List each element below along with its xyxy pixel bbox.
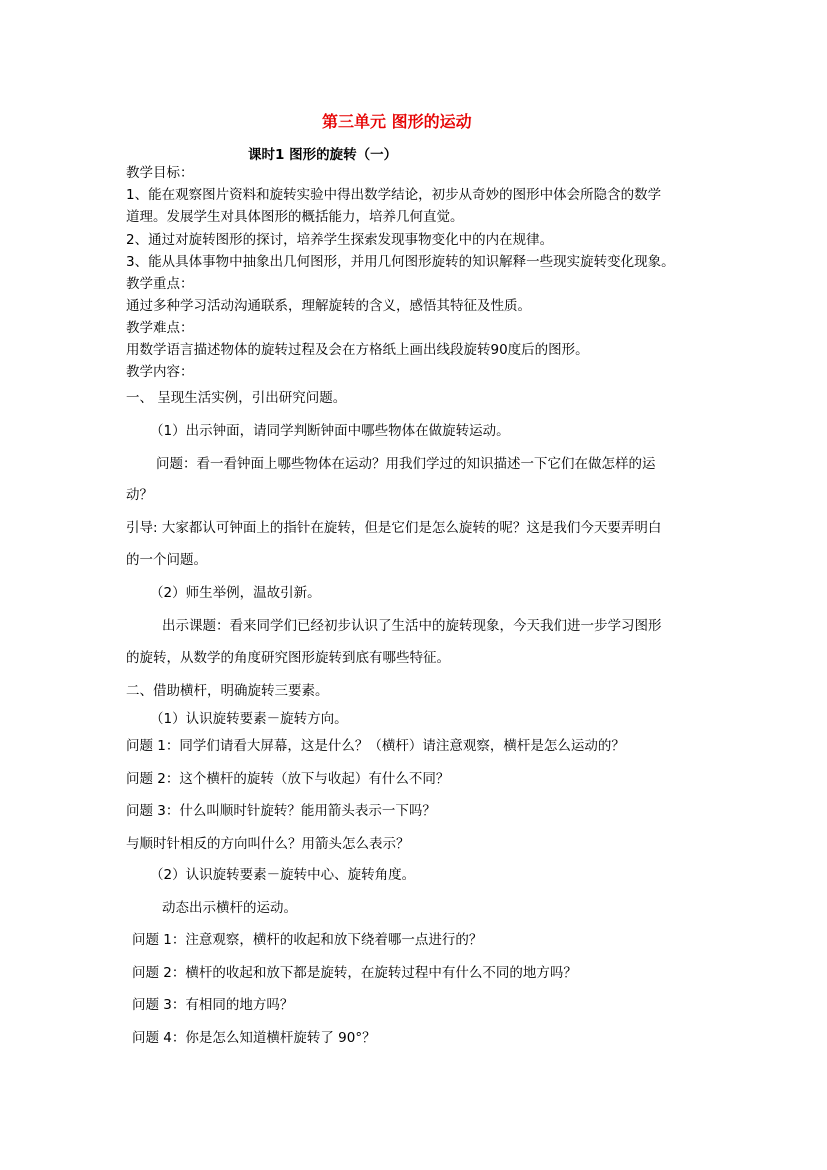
paragraph-line: 动？ — [126, 487, 153, 503]
paragraph-line: （2）师生举例，温故引新。 — [150, 585, 321, 601]
section-two-heading: 二、借助横杆，明确旋转三要素。 — [126, 683, 329, 699]
paragraph-line: （1）认识旋转要素－旋转方向。 — [150, 711, 348, 727]
section-heading-key-points: 教学重点： — [126, 276, 194, 292]
paragraph-line: 的旋转，从数学的角度研究图形旋转到底有哪些特征。 — [126, 650, 450, 666]
paragraph-line: 问题 1：注意观察，横杆的收起和放下绕着哪一点进行的？ — [132, 932, 483, 948]
paragraph-line: 问题 3：有相同的地方吗？ — [132, 997, 294, 1013]
paragraph-line: 用数学语言描述物体的旋转过程及会在方格纸上画出线段旋转90度后的图形。 — [126, 342, 589, 358]
paragraph-line: 1、能在观察图片资料和旋转实验中得出数学结论，初步从奇妙的图形中体会所隐含的数学 — [126, 187, 662, 203]
paragraph-line: 问题 1：同学们请看大屏幕，这是什么？（横杆）请注意观察，横杆是怎么运动的？ — [126, 738, 625, 754]
paragraph-line: 2、通过对旋转图形的探讨，培养学生探索发现事物变化中的内在规律。 — [126, 232, 554, 248]
paragraph-line: （2）认识旋转要素－旋转中心、旋转角度。 — [150, 867, 416, 883]
paragraph-line: 道理。发展学生对具体图形的概括能力，培养几何直觉。 — [126, 209, 464, 225]
lesson-subtitle: 课时1 图形的旋转（一） — [248, 147, 398, 163]
section-one-heading: 一、 呈现生活实例，引出研究问题。 — [126, 390, 347, 406]
paragraph-line: 出示课题：看来同学们已经初步认识了生活中的旋转现象，今天我们进一步学习图形 — [162, 618, 662, 634]
paragraph-line: 3、能从具体事物中抽象出几何图形，并用几何图形旋转的知识解释一些现实旋转变化现象。 — [126, 254, 675, 270]
section-heading-difficulties: 教学难点： — [126, 320, 194, 336]
page-title: 第三单元 图形的运动 — [322, 112, 472, 131]
paragraph-line: 问题 4：你是怎么知道横杆旋转了 90°？ — [132, 1030, 376, 1046]
paragraph-line: 通过多种学习活动沟通联系，理解旋转的含义，感悟其特征及性质。 — [126, 298, 531, 314]
paragraph-line: 动态出示横杆的运动。 — [162, 900, 297, 916]
paragraph-line: 问题：看一看钟面上哪些物体在运动？用我们学过的知识描述一下它们在做怎样的运 — [156, 456, 656, 472]
paragraph-line: 问题 2：这个横杆的旋转（放下与收起）有什么不同？ — [126, 771, 450, 787]
section-heading-objectives: 教学目标： — [126, 165, 194, 181]
paragraph-line: 问题 3：什么叫顺时针旋转？能用箭头表示一下吗？ — [126, 803, 436, 819]
paragraph-line: 引导: 大家都认可钟面上的指针在旋转，但是它们是怎么旋转的呢？这是我们今天要弄明白 — [126, 520, 662, 536]
paragraph-line: （1）出示钟面，请同学判断钟面中哪些物体在做旋转运动。 — [150, 423, 510, 439]
paragraph-line: 的一个问题。 — [126, 552, 207, 568]
paragraph-line: 问题 2：横杆的收起和放下都是旋转，在旋转过程中有什么不同的地方吗？ — [132, 965, 577, 981]
paragraph-line: 与顺时针相反的方向叫什么？用箭头怎么表示？ — [126, 836, 410, 852]
section-heading-content: 教学内容： — [126, 364, 194, 380]
